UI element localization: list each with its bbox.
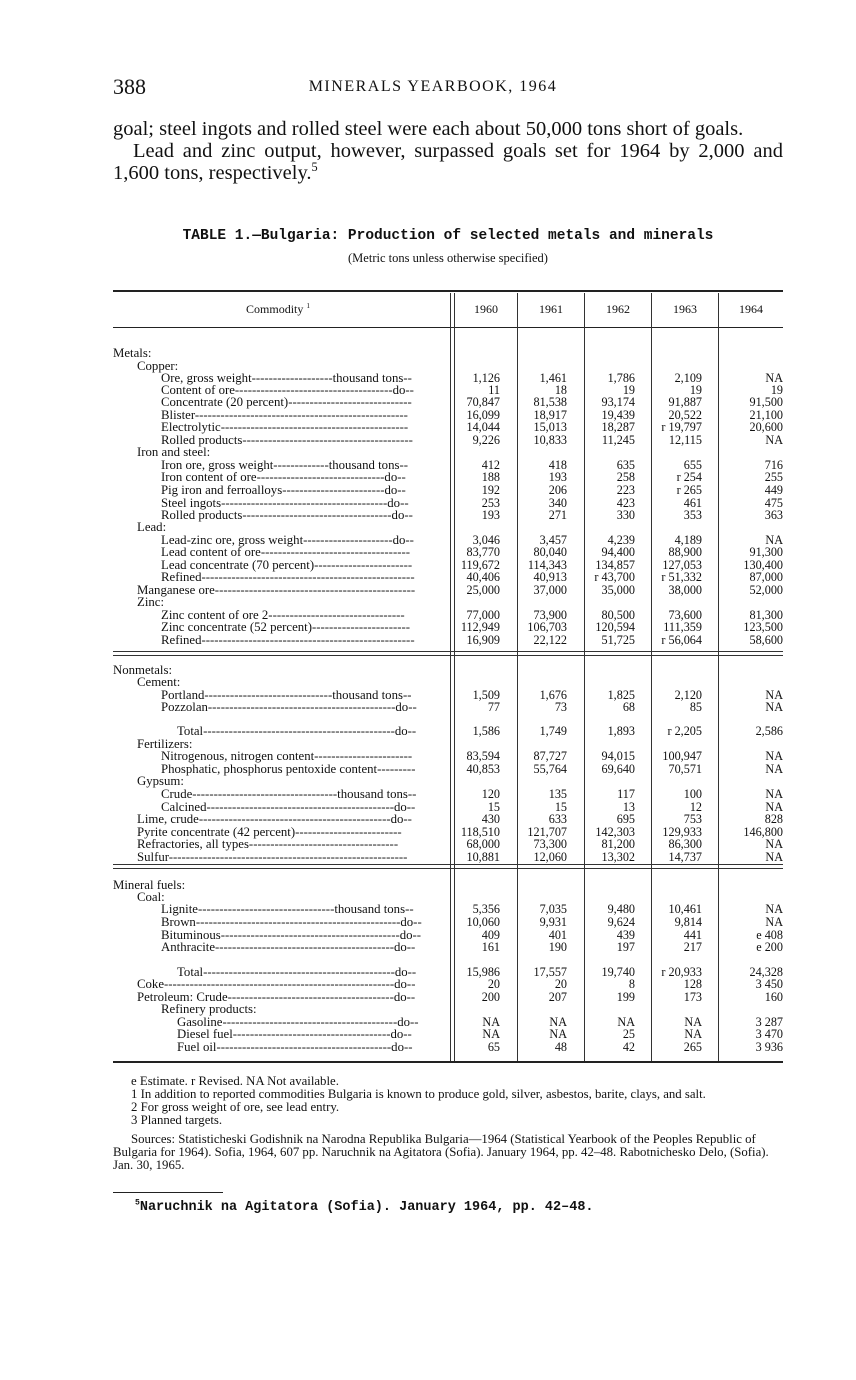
table-cell: 100,947 (662, 749, 702, 763)
row-label: Content of ore-------------------------------------do-- (161, 384, 414, 397)
table-cell: 1,586 (472, 724, 500, 738)
table-cell: 120,594 (595, 620, 635, 634)
row-label: Nonmetals: (113, 664, 172, 677)
table-cell: 10,881 (466, 850, 500, 864)
table-cell: 70,847 (466, 395, 500, 409)
row-label: Refined-------------------------------------------------- (161, 634, 415, 647)
table-row (113, 725, 783, 738)
table-cell: 430 (481, 812, 500, 826)
footnote-legend: e Estimate. r Revised. NA Not available. (131, 1074, 339, 1088)
table-title: TABLE 1.—Bulgaria: Production of selected metals and minerals (182, 228, 714, 244)
table-cell: 93,174 (601, 395, 635, 409)
table-cell: 15 (554, 800, 567, 814)
table-cell: 20,522 (668, 408, 702, 422)
table-cell: 190 (548, 940, 567, 954)
table-cell: 353 (683, 508, 702, 522)
table-cell: 112,949 (460, 620, 500, 634)
table-cell: 412 (481, 458, 500, 472)
table-cell: r 43,700 (594, 570, 635, 584)
table-cell: 68,000 (466, 837, 500, 851)
table-cell: 10,461 (668, 902, 702, 916)
table-cell: 418 (548, 458, 567, 472)
table-cell: 199 (616, 990, 635, 1004)
table-cell: 83,770 (466, 545, 500, 559)
table-cell: 9,226 (472, 433, 500, 447)
table-cell: 128 (683, 977, 702, 991)
table-cell: 85 (689, 700, 702, 714)
footnotes (113, 1075, 783, 1172)
table-cell: 77 (487, 700, 500, 714)
table-cell: 258 (616, 470, 635, 484)
table-cell: 77,000 (466, 608, 500, 622)
row-label: Fertilizers: (137, 738, 193, 751)
table-cell: 19 (689, 383, 702, 397)
table-cell: 8 (628, 977, 635, 991)
commodity-header: Commodity $^1$ (246, 302, 310, 316)
table-cell: 19,740 (601, 965, 635, 979)
row-label: Petroleum: Crude---------------------------------------do-- (137, 991, 416, 1004)
footnote-3: 3 Planned targets. (131, 1113, 223, 1127)
table-cell: 94,015 (601, 749, 635, 763)
table-cell: 118,510 (460, 825, 500, 839)
table-cell: 81,200 (601, 837, 635, 851)
table-cell: NA (765, 433, 783, 447)
table-cell: e 200 (756, 940, 783, 954)
table-cell: 16,099 (466, 408, 500, 422)
table-cell: 197 (616, 940, 635, 954)
year-header: 1964 (739, 302, 763, 316)
table-cell: 19 (622, 383, 635, 397)
year-header: 1963 (673, 302, 697, 316)
table-cell: 9,480 (607, 902, 635, 916)
table-cell: 69,640 (601, 762, 635, 776)
table-cell: 441 (683, 928, 702, 942)
table-cell: 87,727 (533, 749, 567, 763)
table-cell: 51,725 (601, 633, 635, 647)
table-cell: 13,302 (601, 850, 635, 864)
table-cell: 160 (764, 990, 783, 1004)
table-cell: 449 (764, 483, 783, 497)
table-cell: 73,300 (533, 837, 567, 851)
table-cell: NA (765, 800, 783, 814)
table-row (113, 446, 783, 459)
table-cell: NA (765, 533, 783, 547)
table-cell: 91,300 (749, 545, 783, 559)
table-cell: 2,109 (674, 371, 702, 385)
table-cell: 88,900 (668, 545, 702, 559)
table-cell: NA (765, 749, 783, 763)
table-cell: NA (549, 1027, 567, 1041)
table-cell: 12,115 (668, 433, 702, 447)
row-label: Gasoline-----------------------------------------do-- (177, 1016, 419, 1029)
section-rule (113, 864, 783, 869)
table-cell: 52,000 (749, 583, 783, 597)
row-label: Portland------------------------------thousand tons-- (161, 689, 412, 702)
table-cell: 633 (548, 812, 567, 826)
table-cell: 15,013 (533, 420, 567, 434)
table-cell: 117 (617, 787, 635, 801)
table-cell: 409 (481, 928, 500, 942)
table-cell: 114,343 (527, 558, 567, 572)
table-cell: 134,857 (595, 558, 635, 572)
table-cell: 206 (548, 483, 567, 497)
table-cell: 111,359 (663, 620, 702, 634)
table-cell: NA (482, 1015, 500, 1029)
table-cell: 35,000 (601, 583, 635, 597)
row-label: Phosphatic, phosphorus pentoxide content--------- (161, 763, 416, 776)
table-cell: 106,703 (527, 620, 567, 634)
row-label: Concentrate (20 percent)----------------------------- (161, 396, 412, 409)
table-cell: 142,303 (595, 825, 635, 839)
table-cell: 37,000 (533, 583, 567, 597)
table-row (113, 978, 783, 991)
table-cell: 87,000 (749, 570, 783, 584)
table-cell: 3 450 (755, 977, 783, 991)
row-label: Electrolytic-------------------------------------------- (161, 421, 409, 434)
table-cell: 439 (616, 928, 635, 942)
page-footnote: $^5$Naruchnik na Agitatora (Sofia). January 1964, pp. 42–48. (135, 1198, 594, 1215)
table-cell: 10,060 (466, 915, 500, 929)
row-label: Ore, gross weight-------------------thousand tons-- (161, 372, 412, 385)
year-header: 1960 (474, 302, 498, 316)
table-cell: 11,245 (601, 433, 635, 447)
table-cell: 1,461 (539, 371, 567, 385)
row-label: Lead: (137, 521, 167, 534)
table-cell: 1,126 (472, 371, 500, 385)
table-cell: 19 (770, 383, 783, 397)
row-label: Metals: (113, 347, 152, 360)
row-label: Coke------------------------------------------------------do-- (137, 978, 416, 991)
row-label: Nitrogenous, nitrogen content----------------------- (161, 750, 413, 763)
table-cell: 20 (554, 977, 567, 991)
row-label: Steel ingots---------------------------------------do-- (161, 497, 409, 510)
table-cell: 635 (616, 458, 635, 472)
row-label: Fuel oil-----------------------------------------do-- (177, 1041, 413, 1054)
table-cell: NA (765, 700, 783, 714)
row-label: Zinc: (137, 596, 165, 609)
table-cell: 9,624 (607, 915, 635, 929)
table-cell: 100 (683, 787, 702, 801)
table-cell: 3 936 (755, 1040, 783, 1054)
row-label: Brown------------------------------------------------do-- (161, 916, 422, 929)
table-cell: 17,557 (533, 965, 567, 979)
table-cell: 340 (548, 496, 567, 510)
table-row (113, 941, 783, 954)
row-label: Iron ore, gross weight-------------thousand tons-- (161, 459, 408, 472)
table-cell: NA (684, 1015, 702, 1029)
table-cell: 3,046 (472, 533, 500, 547)
table-cell: 4,189 (674, 533, 702, 547)
table-cell: 20,600 (749, 420, 783, 434)
table-cell: 81,538 (533, 395, 567, 409)
table-cell: 475 (764, 496, 783, 510)
table-cell: 73,900 (533, 608, 567, 622)
table-cell: 14,044 (466, 420, 500, 434)
table-cell: 20 (487, 977, 500, 991)
row-label: Sulfur-------------------------------------------------------- (137, 851, 408, 864)
row-label: Lime, crude---------------------------------------------do-- (137, 813, 412, 826)
row-label: Iron content of ore------------------------------do-- (161, 471, 406, 484)
row-label: Diesel fuel-------------------------------------do-- (177, 1028, 412, 1041)
row-label: Lead content of ore----------------------------------- (161, 546, 410, 559)
table-cell: 461 (683, 496, 702, 510)
row-label: Copper: (137, 360, 179, 373)
table-cell: 70,571 (668, 762, 702, 776)
sources-note: Sources: Statisticheski Godishnik na Narodna Republika Bulgaria—1964 (Statistical Yearbook of the Peoples Republic of Bulgaria for 1964). Sofia, 1964, 607 pp. Naruchnik na Agitatora (Sofia). January 1964, pp. 42–48. Rabotnichesko Delo, (Sofia). Jan. 30, 1965. (113, 1132, 769, 1172)
table-cell: 91,887 (668, 395, 702, 409)
row-label: Bituminous------------------------------------------do-- (161, 929, 422, 942)
table-cell: 193 (548, 470, 567, 484)
table-cell: 3 287 (755, 1015, 783, 1029)
table-cell: 21,100 (749, 408, 783, 422)
row-label: Zinc concentrate (52 percent)----------------------- (161, 621, 411, 634)
table-cell: 73 (554, 700, 567, 714)
table-cell: 129,933 (662, 825, 702, 839)
table-cell: 253 (481, 496, 500, 510)
table-cell: 55,764 (533, 762, 567, 776)
table-cell: 401 (548, 928, 567, 942)
intro-paragraph-1: goal; steel ingots and rolled steel were each about 50,000 tons short of goals. (113, 118, 744, 140)
table-row (113, 916, 783, 929)
row-label: Lignite--------------------------------thousand tons-- (161, 903, 414, 916)
row-label: Refined-------------------------------------------------- (161, 571, 415, 584)
row-label: Total---------------------------------------------do-- (177, 725, 417, 738)
row-label: Gypsum: (137, 775, 184, 788)
table-row (113, 788, 783, 801)
table-cell: 42 (622, 1040, 635, 1054)
table-cell: NA (765, 915, 783, 929)
table-cell: 123,500 (743, 620, 783, 634)
row-label: Iron and steel: (137, 446, 211, 459)
table-cell: 86,300 (668, 837, 702, 851)
table-cell: 16,909 (466, 633, 500, 647)
table-bottom-rule (113, 1061, 783, 1063)
row-label: Blister-------------------------------------------------- (161, 409, 408, 422)
row-label: Pozzolan--------------------------------------------do-- (161, 701, 417, 714)
table-cell: 22,122 (533, 633, 567, 647)
table-cell: NA (765, 688, 783, 702)
table-cell: 2,586 (755, 724, 783, 738)
table-row (113, 1003, 783, 1016)
table-row (113, 634, 783, 647)
table-cell: 1,509 (472, 688, 500, 702)
table-cell: 188 (481, 470, 500, 484)
table-cell: 80,500 (601, 608, 635, 622)
table-cell: 330 (616, 508, 635, 522)
row-label: Crude----------------------------------thousand tons-- (161, 788, 417, 801)
table-row (113, 851, 783, 864)
table-cell: 38,000 (668, 583, 702, 597)
table-cell: 12,060 (533, 850, 567, 864)
table-cell: r 56,064 (661, 633, 702, 647)
table-cell: NA (549, 1015, 567, 1029)
year-header: 1962 (606, 302, 630, 316)
table-cell: 130,400 (743, 558, 783, 572)
table-row (113, 484, 783, 497)
table-cell: 2,120 (674, 688, 702, 702)
table-cell: 15,986 (466, 965, 500, 979)
table-cell: r 51,332 (661, 570, 702, 584)
row-label: Manganese ore----------------------------------------------- (137, 584, 416, 597)
table-cell: 217 (683, 940, 702, 954)
table-cell: r 254 (676, 470, 702, 484)
table-cell: NA (684, 1027, 702, 1041)
table-cell: r 2,205 (667, 724, 702, 738)
table-cell: 18,917 (533, 408, 567, 422)
table-row (113, 1041, 783, 1054)
table-cell: 423 (616, 496, 635, 510)
table-cell: 81,300 (749, 608, 783, 622)
table-cell: 3 470 (755, 1027, 783, 1041)
table-cell: 11 (488, 383, 500, 397)
table-cell: 3,457 (539, 533, 567, 547)
table-cell: 25,000 (466, 583, 500, 597)
table-cell: 363 (764, 508, 783, 522)
row-label: Calcined--------------------------------------------do-- (161, 801, 416, 814)
table-cell: 58,600 (749, 633, 783, 647)
table-cell: 265 (683, 1040, 702, 1054)
table-cell: 40,913 (533, 570, 567, 584)
table-cell: NA (482, 1027, 500, 1041)
footnote-ref-5: 5 (311, 160, 318, 175)
row-label: Cement: (137, 676, 181, 689)
table-cell: 4,239 (607, 533, 635, 547)
table-top-rule (113, 290, 783, 292)
table-cell: 15 (487, 800, 500, 814)
table-header-rule (113, 327, 783, 328)
table-cell: 161 (481, 940, 500, 954)
table-row (113, 1028, 783, 1041)
footnote-2: 2 For gross weight of ore, see lead entry. (131, 1100, 340, 1114)
table-cell: NA (765, 787, 783, 801)
table-cell: r 265 (676, 483, 702, 497)
table-cell: 94,400 (601, 545, 635, 559)
table-cell: r 19,797 (661, 420, 702, 434)
table-cell: 12 (689, 800, 702, 814)
table-cell: NA (765, 837, 783, 851)
table-cell: r 20,933 (661, 965, 702, 979)
table-cell: 9,814 (674, 915, 702, 929)
table-cell: e 408 (756, 928, 783, 942)
row-label: Zinc content of ore 2-------------------------------- (161, 609, 405, 622)
row-label: Mineral fuels: (113, 879, 186, 892)
table-cell: NA (765, 762, 783, 776)
table-cell: 18,287 (601, 420, 635, 434)
table-cell: 828 (764, 812, 783, 826)
table-cell: 193 (481, 508, 500, 522)
table-subtitle: (Metric tons unless otherwise specified) (348, 251, 548, 265)
row-label: Anthracite------------------------------------------do-- (161, 941, 416, 954)
intro-paragraph-2: Lead and zinc output, however, surpassed goals set for 1964 by 2,000 and 1,600 tons, respectively.$^5$ (113, 140, 783, 184)
table-cell: 223 (616, 483, 635, 497)
section-rule (113, 651, 783, 656)
table-cell: NA (765, 371, 783, 385)
table-cell: NA (765, 850, 783, 864)
table-cell: 1,786 (607, 371, 635, 385)
row-label: Rolled products-----------------------------------do-- (161, 509, 413, 522)
table-cell: 48 (554, 1040, 567, 1054)
table-cell: 135 (548, 787, 567, 801)
table-cell: 9,931 (539, 915, 567, 929)
running-title: MINERALS YEARBOOK, 1964 (308, 78, 558, 95)
table-cell: 25 (622, 1027, 635, 1041)
table-cell: 716 (764, 458, 783, 472)
table-cell: 73,600 (668, 608, 702, 622)
table-cell: 1,749 (539, 724, 567, 738)
intro-text (113, 118, 783, 184)
table-cell: 10,833 (533, 433, 567, 447)
page-number: 388 (113, 74, 146, 99)
table-cell: 255 (764, 470, 783, 484)
table-cell: 655 (683, 458, 702, 472)
year-header: 1961 (539, 302, 563, 316)
row-label: Pig iron and ferroalloys------------------------do-- (161, 484, 406, 497)
page-header (113, 74, 783, 100)
table-cell: 192 (481, 483, 500, 497)
row-label: Total---------------------------------------------do-- (177, 966, 417, 979)
table-cell: 207 (548, 990, 567, 1004)
table-cell: NA (617, 1015, 635, 1029)
table-cell: 1,676 (539, 688, 567, 702)
table-cell: 119,672 (460, 558, 500, 572)
footnote-rule (113, 1192, 223, 1193)
table-row (113, 701, 783, 714)
row-label: Refinery products: (161, 1003, 257, 1016)
table-cell: 65 (487, 1040, 500, 1054)
table-cell: 83,594 (466, 749, 500, 763)
table-cell: 24,328 (749, 965, 783, 979)
table-cell: 40,853 (466, 762, 500, 776)
table-cell: 1,825 (607, 688, 635, 702)
table-cell: 80,040 (533, 545, 567, 559)
row-label: Refractories, all types----------------------------------- (137, 838, 399, 851)
table-cell: 173 (683, 990, 702, 1004)
table-cell: 271 (548, 508, 567, 522)
table-cell: 5,356 (472, 902, 500, 916)
table-cell: 695 (616, 812, 635, 826)
table-cell: NA (765, 902, 783, 916)
row-label: Coal: (137, 891, 165, 904)
row-label: Lead concentrate (70 percent)----------------------- (161, 559, 413, 572)
table-cell: 127,053 (662, 558, 702, 572)
row-label: Pyrite concentrate (42 percent)------------------------- (137, 826, 402, 839)
table-cell: 1,893 (607, 724, 635, 738)
table-cell: 146,800 (743, 825, 783, 839)
table-cell: 68 (622, 700, 635, 714)
table-cell: 753 (683, 812, 702, 826)
table-cell: 91,500 (749, 395, 783, 409)
table-row (113, 347, 783, 360)
table-cell: 13 (622, 800, 635, 814)
table-cell: 121,707 (527, 825, 567, 839)
footnote-1: 1 In addition to reported commodities Bulgaria is known to produce gold, silver, asbestos, barite, clays, and salt. (131, 1087, 706, 1101)
table-cell: 7,035 (539, 902, 567, 916)
table-cell: 120 (481, 787, 500, 801)
row-label: Lead-zinc ore, gross weight---------------------do-- (161, 534, 414, 547)
table-cell: 19,439 (601, 408, 635, 422)
table-cell: 18 (554, 383, 567, 397)
table-row (113, 775, 783, 788)
row-label: Rolled products---------------------------------------- (161, 434, 413, 447)
table-cell: 40,406 (466, 570, 500, 584)
table-cell: 14,737 (668, 850, 702, 864)
table-cell: 200 (481, 990, 500, 1004)
